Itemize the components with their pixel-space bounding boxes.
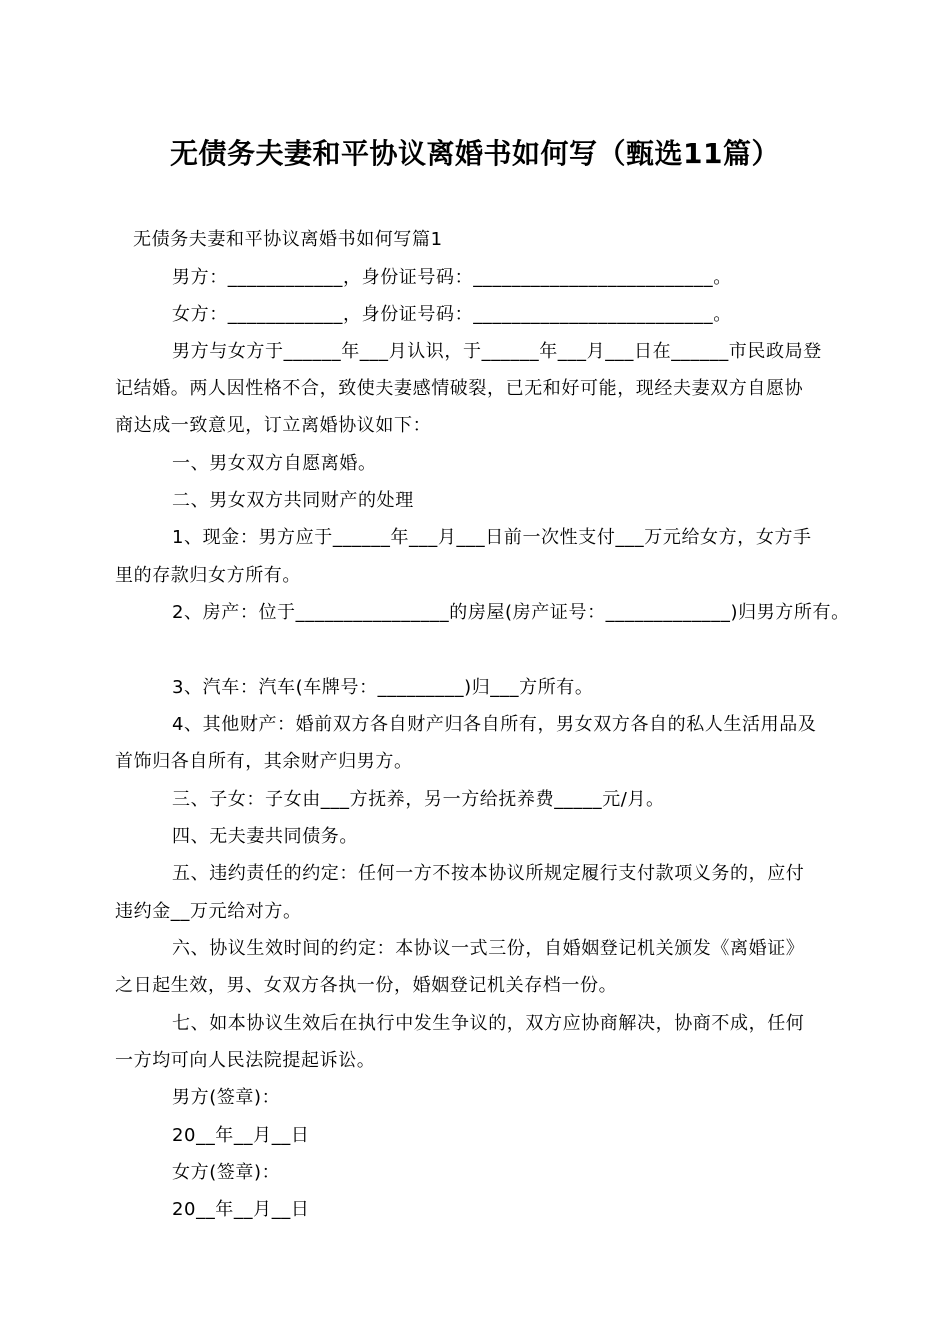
clause-2-item-4-cont: 首饰归各自所有，其余财产归男方。 <box>115 751 413 772</box>
clause-5-cont: 违约金__万元给对方。 <box>115 901 302 922</box>
clause-6: 六、协议生效时间的约定：本协议一式三份，自婚姻登记机关颁发《离婚证》 <box>172 938 805 959</box>
clause-3: 三、子女：子女由___方抚养，另一方给抚养费_____元/月。 <box>172 789 665 810</box>
clause-7-cont: 一方均可向人民法院提起诉讼。 <box>115 1050 376 1071</box>
clause-2-item-1: 1、现金：男方应于______年___月___日前一次性支付___万元给女方，女方手 <box>172 527 812 548</box>
section-heading: 无债务夫妻和平协议离婚书如何写篇1 <box>133 229 443 250</box>
clause-2-item-4: 4、其他财产：婚前双方各自财产归各自所有，男女双方各自的私人生活用品及 <box>172 714 817 735</box>
female-party-line: 女方：____________，身份证号码：_________________________。 <box>172 304 732 325</box>
clause-2-item-2: 2、房产：位于________________的房屋(房产证号：_____________)归男方所有。 <box>172 602 850 623</box>
female-signature-date: 20__年__月__日 <box>172 1199 310 1220</box>
male-party-line: 男方：____________，身份证号码：_________________________。 <box>172 267 732 288</box>
clause-7: 七、如本协议生效后在执行中发生争议的，双方应协商解决，协商不成，任何 <box>172 1013 805 1034</box>
male-signature-date: 20__年__月__日 <box>172 1125 310 1146</box>
clause-4: 四、无夫妻共同债务。 <box>172 826 358 847</box>
document-title: 无债务夫妻和平协议离婚书如何写（甄选11篇） <box>170 137 780 170</box>
clause-2: 二、男女双方共同财产的处理 <box>172 490 414 511</box>
clause-5: 五、违约责任的约定：任何一方不按本协议所规定履行支付款项义务的，应付 <box>172 863 805 884</box>
male-signature-label: 男方(签章)： <box>172 1087 281 1108</box>
paragraph-line: 记结婚。两人因性格不合，致使夫妻感情破裂，已无和好可能，现经夫妻双方自愿协 <box>115 378 804 399</box>
clause-1: 一、男女双方自愿离婚。 <box>172 453 377 474</box>
clause-2-item-3: 3、汽车：汽车(车牌号：_________)归___方所有。 <box>172 677 594 698</box>
female-signature-label: 女方(签章)： <box>172 1162 281 1183</box>
paragraph-line: 男方与女方于______年___月认识，于______年___月___日在______市民政局登 <box>172 341 822 362</box>
clause-2-item-1-cont: 里的存款归女方所有。 <box>115 565 301 586</box>
paragraph-line: 商达成一致意见，订立离婚协议如下： <box>115 415 432 436</box>
clause-6-cont: 之日起生效，男、女双方各执一份，婚姻登记机关存档一份。 <box>115 975 618 996</box>
